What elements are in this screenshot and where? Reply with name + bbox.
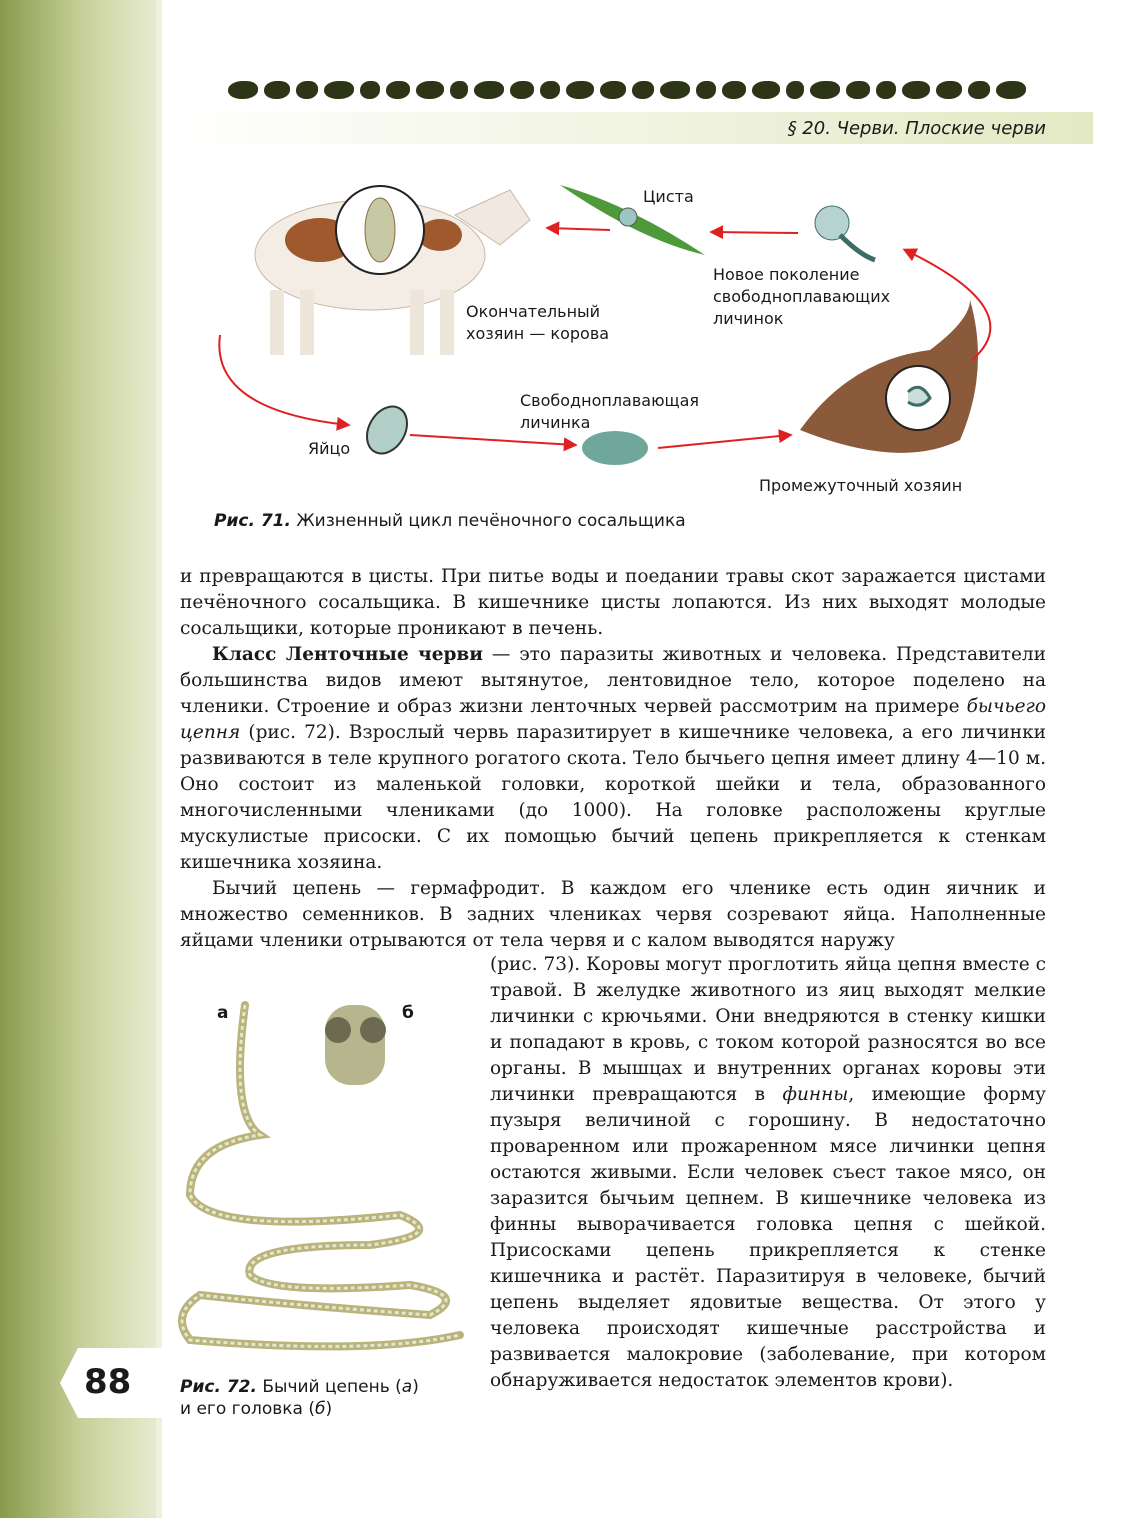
paragraph-2-part-b: (рис. 72). Взрослый червь паразитирует в кишечнике человека, а его личинки развиваются в теле крупного рогатого скота. Тело бычьего цепня имеет длину 4—10 м. Оно состоит из маленькой головки, короткой шейки и тела, образованного многочисленными члениками (до 1000). На головке расположены круглые мускулистые присоски. С их помощью бычий цепень прикрепляется к стенкам кишечника хозяина.: [180, 722, 1046, 873]
label-egg: Яйцо: [308, 439, 351, 458]
figure71-caption-label: Рис. 71.: [214, 511, 291, 531]
tapeworm-head: [325, 1005, 386, 1085]
label-final-host-1: Окончательный: [466, 302, 601, 321]
figure72-caption-1: Бычий цепень (: [262, 1377, 402, 1397]
term-finna: финны: [782, 1084, 849, 1105]
figure71-caption: [214, 511, 686, 531]
page-number: 88: [84, 1362, 132, 1402]
figure72-caption-4: ): [325, 1399, 333, 1419]
label-final-host-2: хозяин — корова: [466, 324, 610, 343]
paragraph-2: [180, 642, 1046, 876]
margin-edge: [156, 0, 162, 1518]
figure72-letter-b: б: [402, 1003, 414, 1023]
label-new-generation-1: Новое поколение: [713, 265, 860, 284]
figure72-caption-a: а: [401, 1377, 413, 1397]
snail-illustration: [800, 300, 978, 453]
figure72-caption: [180, 1376, 480, 1420]
column-text: [490, 952, 1046, 1394]
new-larva: [815, 206, 875, 260]
label-intermediate-host: Промежуточный хозяин: [759, 476, 963, 495]
label-cyst: Циста: [643, 187, 694, 206]
label-larva-2: личинка: [520, 413, 591, 432]
section-header: § 20. Черви. Плоские черви: [787, 118, 1046, 139]
label-new-generation-3: личинок: [713, 309, 784, 328]
paragraph-1: и превращаются в цисты. При питье воды и поедании травы скот заражается цистами печёночного сосальщика. В кишечнике цисты лопаются. Из них выходят молодые сосальщики, которые проникают в печень.: [180, 566, 1046, 639]
column-part-a: (рис. 73). Коровы могут проглотить яйца цепня вместе с травой. В желудке животного из яиц выходят мелкие личинки с крючьями. Они внедряются в стенку кишки и попадают в кровь, с током которой разносятся во все органы. В мышцах и внутренних органах коровы эти личинки превращаются в: [490, 954, 1046, 1105]
figure72-caption-2: ): [412, 1377, 419, 1397]
label-new-generation-2: свободноплавающих: [713, 287, 891, 306]
paragraph-2-part-a: — это паразиты животных и человека. Представители большинства видов имеют вытянутое, лентовидное тело, которое поделено на членики. Строение и образ жизни ленточных червей рассмотрим на примере: [180, 644, 1046, 717]
figure72-caption-b: б: [315, 1399, 326, 1419]
tapeworm-illustration: [170, 995, 470, 1355]
egg-illustration: [359, 399, 415, 460]
body-text: [180, 564, 1046, 954]
paragraph-3: Бычий цепень — гермафродит. В каждом его членике есть один яичник и множество семенников. В задних члениках червя созревают яйца. Наполненные яйцами членики отрываются от тела червя и с калом выводятся наружу: [180, 878, 1046, 951]
figure72-letter-a: а: [217, 1003, 229, 1023]
figure72-caption-3: и его головка (: [180, 1399, 315, 1419]
term-tapeworms: Класс Ленточные черви: [212, 644, 484, 665]
figure71-caption-text: Жизненный цикл печёночного сосальщика: [296, 511, 686, 531]
page-margin-bar: [0, 0, 156, 1518]
animal-silhouette-strip: [228, 74, 1098, 106]
column-part-b: , имеющие форму пузыря величиной с горошину. В недостаточно проваренном или прожаренном мясе личинки цепня остаются живыми. Если человек съест такое мясо, он заразится бычьим цепнем. В кишечнике человека из финны выворачивается головка цепня с шейкой. Присосками цепень прикрепляется к стенке кишечника и растёт. Паразитируя в человеке, бычий цепень выделяет ядовитые вещества. От этого у человека происходят кишечные расстройства и развивается малокровие (заболевание, при котором обнаруживается недостаток элементов крови).: [490, 1084, 1046, 1391]
free-larva: [582, 431, 648, 465]
label-larva-1: Свободноплавающая: [520, 391, 700, 410]
figure72-caption-label: Рис. 72.: [180, 1377, 257, 1397]
term-beef-tapeworm: бычьего цепня: [180, 696, 1046, 743]
column-paragraph: [490, 952, 1046, 1394]
